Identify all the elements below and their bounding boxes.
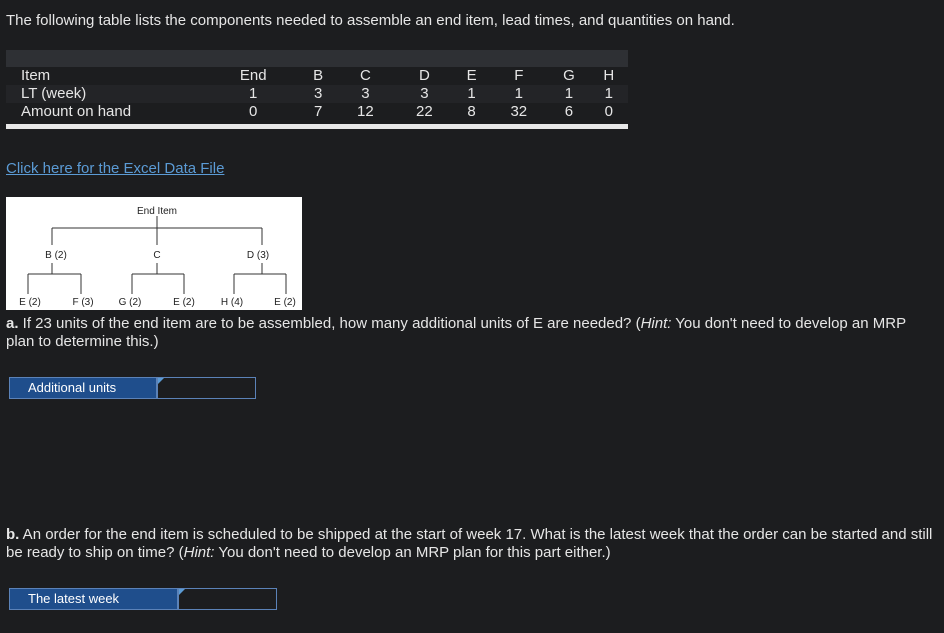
tree-node-e-under-b: E (2) — [19, 297, 41, 308]
table-cell: H — [603, 67, 615, 84]
table-cell: C — [359, 67, 371, 84]
table-cell: E — [466, 67, 477, 84]
question-a-text-1: If 23 units of the end item are to be assembled, how many additional units of E are needed? ( — [18, 315, 641, 332]
table-cell: 7 — [313, 103, 323, 120]
table-cell: 0 — [249, 103, 258, 120]
product-structure-tree — [6, 197, 302, 310]
components-table — [6, 50, 628, 129]
table-cell: D — [418, 67, 430, 84]
components-data-table — [6, 67, 628, 121]
table-bottom-rule — [6, 124, 628, 129]
tree-node-c: C — [153, 250, 161, 261]
table-cell: 1 — [590, 85, 628, 103]
additional-units-input[interactable] — [157, 377, 256, 399]
table-cell: 0 — [604, 103, 613, 120]
latest-week-label: The latest week — [9, 588, 178, 610]
tree-node-e-under-d: E (2) — [274, 297, 296, 308]
tree-node-h: H (4) — [220, 297, 244, 308]
answer-b-row — [9, 588, 277, 610]
table-cell: 3 — [300, 85, 335, 103]
row-label: Item — [21, 67, 51, 84]
tree-node-d: D (3) — [246, 250, 270, 261]
table-cell: 6 — [564, 103, 574, 120]
table-cell: G — [563, 67, 575, 84]
table-cell: 1 — [454, 85, 489, 103]
table-cell: B — [313, 67, 324, 84]
excel-data-link[interactable]: Click here for the Excel Data File — [6, 160, 225, 177]
row-label: Amount on hand — [21, 103, 132, 120]
intro-text: The following table lists the components needed to assemble an end item, lead times, and quantities on hand. — [6, 12, 735, 29]
row-label: LT (week) — [6, 85, 206, 103]
table-cell: 8 — [467, 103, 476, 120]
tree-node-b: B (2) — [45, 250, 67, 261]
answer-a-row — [9, 377, 256, 399]
question-a-text-2: You don't need to develop an MRP plan to determine this.) — [6, 315, 906, 350]
tree-node-f: F (3) — [72, 297, 94, 308]
question-a — [6, 315, 936, 351]
table-cell: 32 — [510, 103, 528, 120]
amount-on-hand-row — [6, 103, 628, 121]
tree-node-end-item: End Item — [136, 206, 178, 217]
question-b-letter: b. — [6, 526, 20, 543]
table-cell: End — [239, 67, 267, 84]
table-cell: F — [514, 67, 524, 84]
table-cell: 3 — [395, 85, 454, 103]
question-b — [6, 526, 936, 562]
tree-node-e-under-c: E (2) — [173, 297, 195, 308]
table-cell: 22 — [416, 103, 433, 120]
question-b-hint: Hint: — [183, 544, 215, 561]
tree-node-g: G (2) — [118, 297, 142, 308]
additional-units-label: Additional units — [9, 377, 157, 399]
lead-time-row — [6, 85, 628, 103]
table-cell: 12 — [357, 103, 374, 120]
latest-week-input[interactable] — [178, 588, 277, 610]
question-a-letter: a. — [6, 315, 19, 332]
table-cell: 1 — [206, 85, 300, 103]
question-a-hint: Hint: — [640, 315, 672, 332]
table-cell: 3 — [336, 85, 395, 103]
table-cell: 1 — [548, 85, 589, 103]
table-header-bar — [6, 50, 628, 67]
item-row — [6, 67, 628, 85]
table-cell: 1 — [489, 85, 548, 103]
question-b-text-1: An order for the end item is scheduled to be shipped at the start of week 17. What is the latest week that the order can be started and still be ready to ship on time? ( — [6, 526, 933, 561]
question-b-text-2: You don't need to develop an MRP plan for this part either.) — [214, 544, 611, 561]
